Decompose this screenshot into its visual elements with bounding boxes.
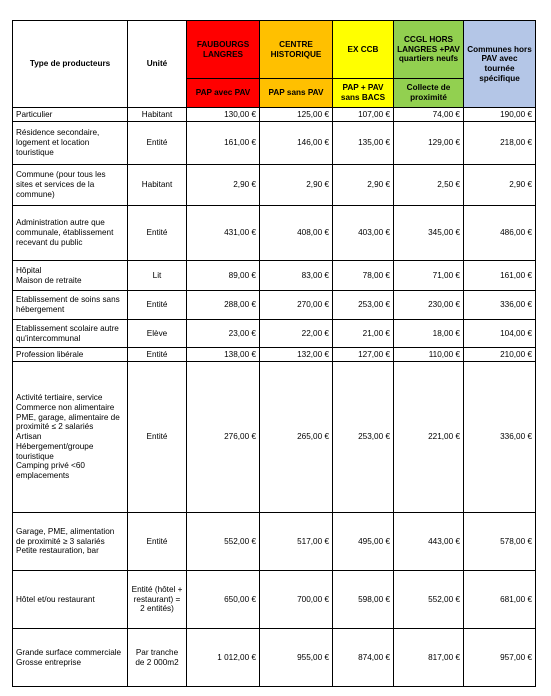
table-row bbox=[13, 261, 536, 291]
value-cell: 265,00 € bbox=[260, 362, 333, 513]
row-unit: Entité bbox=[128, 348, 187, 362]
value-cell: 253,00 € bbox=[333, 291, 394, 320]
row-type: Particulier bbox=[13, 108, 128, 122]
header-type: Type de producteurs bbox=[13, 21, 128, 108]
value-cell: 221,00 € bbox=[394, 362, 464, 513]
row-unit: Par tranche de 2 000m2 bbox=[128, 629, 187, 687]
value-cell: 23,00 € bbox=[187, 320, 260, 348]
value-cell: 495,00 € bbox=[333, 513, 394, 571]
value-cell: 598,00 € bbox=[333, 571, 394, 629]
row-unit: Entité bbox=[128, 291, 187, 320]
value-cell: 21,00 € bbox=[333, 320, 394, 348]
table-row bbox=[13, 513, 536, 571]
row-unit: Entité bbox=[128, 206, 187, 261]
value-cell: 104,00 € bbox=[464, 320, 536, 348]
value-cell: 957,00 € bbox=[464, 629, 536, 687]
value-cell: 681,00 € bbox=[464, 571, 536, 629]
value-cell: 210,00 € bbox=[464, 348, 536, 362]
value-cell: 107,00 € bbox=[333, 108, 394, 122]
value-cell: 71,00 € bbox=[394, 261, 464, 291]
value-cell: 129,00 € bbox=[394, 122, 464, 165]
value-cell: 578,00 € bbox=[464, 513, 536, 571]
header-mode-faubourgs: PAP avec PAV bbox=[187, 79, 260, 108]
value-cell: 74,00 € bbox=[394, 108, 464, 122]
row-type: Administration autre que communale, établissement recevant du public bbox=[13, 206, 128, 261]
row-type: Hôpital Maison de retraite bbox=[13, 261, 128, 291]
header-mode-exccb: PAP + PAV sans BACS bbox=[333, 79, 394, 108]
value-cell: 22,00 € bbox=[260, 320, 333, 348]
row-unit: Lit bbox=[128, 261, 187, 291]
value-cell: 2,50 € bbox=[394, 165, 464, 206]
value-cell: 190,00 € bbox=[464, 108, 536, 122]
value-cell: 817,00 € bbox=[394, 629, 464, 687]
row-unit: Habitant bbox=[128, 165, 187, 206]
row-type: Grande surface commerciale Grosse entreprise bbox=[13, 629, 128, 687]
value-cell: 110,00 € bbox=[394, 348, 464, 362]
value-cell: 700,00 € bbox=[260, 571, 333, 629]
table-row bbox=[13, 165, 536, 206]
table-row bbox=[13, 348, 536, 362]
row-type: Hôtel et/ou restaurant bbox=[13, 571, 128, 629]
header-mode-ccgl: Collecte de proximité bbox=[394, 79, 464, 108]
value-cell: 2,90 € bbox=[260, 165, 333, 206]
row-type: Profession libérale bbox=[13, 348, 128, 362]
header-unit: Unité bbox=[128, 21, 187, 108]
value-cell: 218,00 € bbox=[464, 122, 536, 165]
table-row bbox=[13, 629, 536, 687]
value-cell: 276,00 € bbox=[187, 362, 260, 513]
header-zone-exccb: EX CCB bbox=[333, 21, 394, 79]
value-cell: 650,00 € bbox=[187, 571, 260, 629]
header-zone-communes: Communes hors PAV avec tournée spécifique bbox=[464, 21, 536, 108]
value-cell: 403,00 € bbox=[333, 206, 394, 261]
table-row bbox=[13, 320, 536, 348]
value-cell: 288,00 € bbox=[187, 291, 260, 320]
value-cell: 18,00 € bbox=[394, 320, 464, 348]
value-cell: 253,00 € bbox=[333, 362, 394, 513]
table-row bbox=[13, 362, 536, 513]
value-cell: 552,00 € bbox=[187, 513, 260, 571]
value-cell: 132,00 € bbox=[260, 348, 333, 362]
value-cell: 270,00 € bbox=[260, 291, 333, 320]
value-cell: 408,00 € bbox=[260, 206, 333, 261]
row-unit: Entité bbox=[128, 122, 187, 165]
value-cell: 443,00 € bbox=[394, 513, 464, 571]
value-cell: 955,00 € bbox=[260, 629, 333, 687]
value-cell: 161,00 € bbox=[187, 122, 260, 165]
value-cell: 336,00 € bbox=[464, 362, 536, 513]
row-unit: Entité bbox=[128, 362, 187, 513]
row-unit: Habitant bbox=[128, 108, 187, 122]
table-row bbox=[13, 571, 536, 629]
value-cell: 138,00 € bbox=[187, 348, 260, 362]
table-row bbox=[13, 291, 536, 320]
value-cell: 1 012,00 € bbox=[187, 629, 260, 687]
value-cell: 2,90 € bbox=[464, 165, 536, 206]
table-row bbox=[13, 122, 536, 165]
row-unit: Entité (hôtel + restaurant) = 2 entités) bbox=[128, 571, 187, 629]
value-cell: 78,00 € bbox=[333, 261, 394, 291]
value-cell: 127,00 € bbox=[333, 348, 394, 362]
value-cell: 135,00 € bbox=[333, 122, 394, 165]
row-unit: Elève bbox=[128, 320, 187, 348]
value-cell: 552,00 € bbox=[394, 571, 464, 629]
value-cell: 336,00 € bbox=[464, 291, 536, 320]
row-type: Etablissement de soins sans hébergement bbox=[13, 291, 128, 320]
value-cell: 431,00 € bbox=[187, 206, 260, 261]
header-zone-ccgl: CCGL HORS LANGRES +PAV quartiers neufs bbox=[394, 21, 464, 79]
header-mode-centre: PAP sans PAV bbox=[260, 79, 333, 108]
row-type: Garage, PME, alimentation de proximité ≥ 3 salariés Petite restauration, bar bbox=[13, 513, 128, 571]
row-unit: Entité bbox=[128, 513, 187, 571]
value-cell: 230,00 € bbox=[394, 291, 464, 320]
value-cell: 161,00 € bbox=[464, 261, 536, 291]
value-cell: 89,00 € bbox=[187, 261, 260, 291]
value-cell: 517,00 € bbox=[260, 513, 333, 571]
table-row bbox=[13, 108, 536, 122]
value-cell: 83,00 € bbox=[260, 261, 333, 291]
value-cell: 146,00 € bbox=[260, 122, 333, 165]
header-zone-faubourgs: FAUBOURGS LANGRES bbox=[187, 21, 260, 79]
value-cell: 125,00 € bbox=[260, 108, 333, 122]
value-cell: 486,00 € bbox=[464, 206, 536, 261]
row-type: Résidence secondaire, logement et location touristique bbox=[13, 122, 128, 165]
value-cell: 2,90 € bbox=[333, 165, 394, 206]
row-type: Etablissement scolaire autre qu'intercommunal bbox=[13, 320, 128, 348]
value-cell: 345,00 € bbox=[394, 206, 464, 261]
table-row bbox=[13, 206, 536, 261]
value-cell: 874,00 € bbox=[333, 629, 394, 687]
value-cell: 2,90 € bbox=[187, 165, 260, 206]
row-type: Commune (pour tous les sites et services de la commune) bbox=[13, 165, 128, 206]
tariff-table bbox=[12, 20, 536, 687]
row-type: Activité tertiaire, service Commerce non alimentaire PME, garage, alimentaire de proximité ≤ 2 salariés Artisan Hébergement/groupe touristique Camping privé <60 emplacements bbox=[13, 362, 128, 513]
header-zone-centre: CENTRE HISTORIQUE bbox=[260, 21, 333, 79]
value-cell: 130,00 € bbox=[187, 108, 260, 122]
